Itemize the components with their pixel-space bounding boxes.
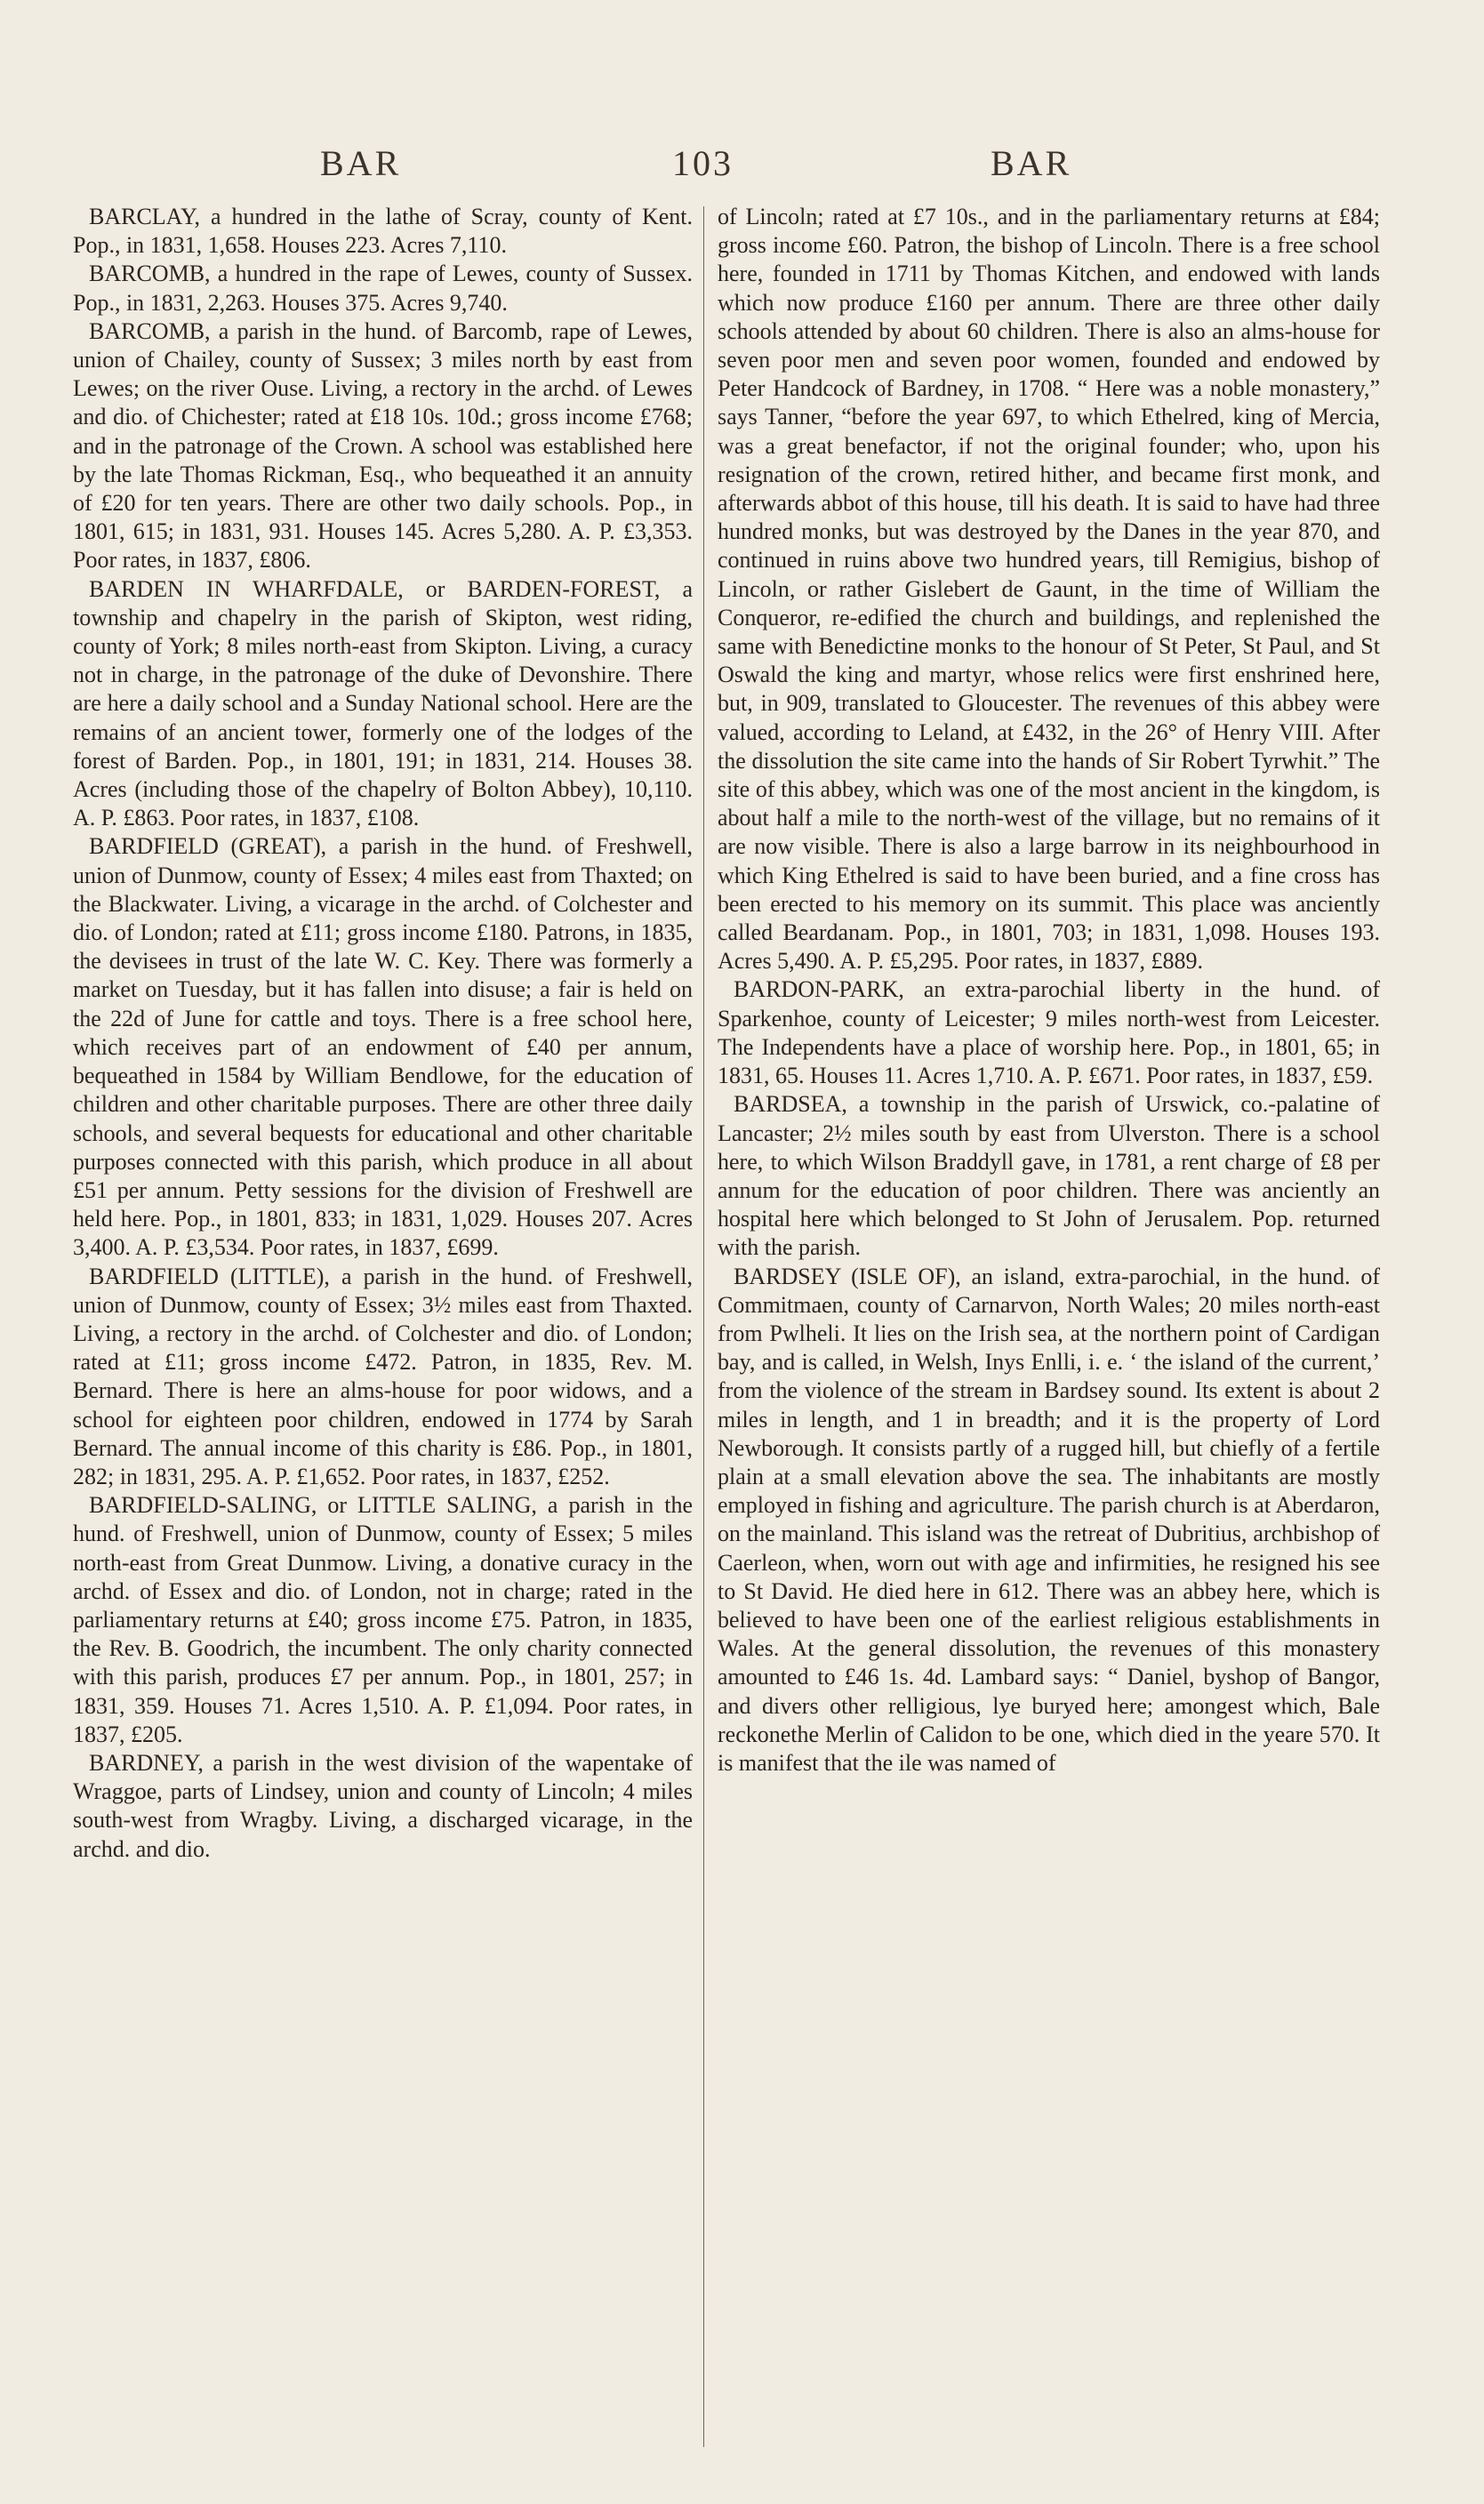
entry-bardfield-saling: BARDFIELD-SALING, or LITTLE SALING, a parish in the hund. of Freshwell, union of Dunmow, county of Essex; 5 miles north-east from Great Dunmow. Living, a donative curacy in the archd. of Essex and dio. of London, not in charge; rated in the parliamentary returns at £40; gross income £75. Patron, in 1835, the Rev. B. Goodrich, the incumbent. The only charity connected with this parish, produces £7 per annum. Pop., in 1801, 257; in 1831, 359. Houses 71. Acres 1,510. A. P. £1,094. Poor rates, in 1837, £205. <box>73 1492 693 1747</box>
entry-barcomb-parish: BARCOMB, a parish in the hund. of Barcomb, rape of Lewes, union of Chailey, county of Sussex; 3 miles north by east from Lewes; on the river Ouse. Living, a rectory in the archd. of Lewes and dio. of Chichester; rated at £18 10s. 10d.; gross income £768; and in the patronage of the Crown. A school was established here by the late Thomas Rickman, Esq., who bequeathed it an annuity of £20 for ten years. There are other two daily schools. Pop., in 1801, 615; in 1831, 931. Houses 145. Acres 5,280. A. P. £3,353. Poor rates, in 1837, £806. <box>73 317 693 574</box>
column-divider <box>703 206 704 2447</box>
right-column <box>718 203 1380 1778</box>
page-number: 103 <box>672 143 734 183</box>
entry-bardney-continued: of Lincoln; rated at £7 10s., and in the parliamentary returns at £84; gross income £60. Patron, the bishop of Lincoln. There is a free school here, founded in 1711 by Thomas Kitchen, and endowed with lands which now produce £160 per annum. There are three other daily schools attended by about 60 children. There is also an alms-house for seven poor men and seven poor women, founded and endowed by Peter Handcock of Bardney, in 1708. “ Here was a noble monastery,” says Tanner, “before the year 697, to which Ethelred, king of Mercia, was a great benefactor, if not the original founder; who, upon his resignation of the crown, retired hither, and became first monk, and afterwards abbot of this house, till his death. It is said to have had three hundred monks, but was destroyed by the Danes in the year 870, and continued in ruins above two hundred years, till Remigius, bishop of Lincoln, or rather Gislebert de Gaunt, in the time of William the Conqueror, re-edified the church and buildings, and replenished the same with Benedictine monks to the honour of St Peter, St Paul, and St Oswald the king and martyr, whose relics were first enshrined here, but, in 909, translated to Gloucester. The revenues of this abbey were valued, according to Leland, at £432, in the 26° of Henry VIII. After the dissolution the site came into the hands of Sir Robert Tyrwhit.” The site of this abbey, which was one of the most ancient in the kingdom, is about half a mile to the north-west of the village, but no remains of it are now visible. There is also a large barrow in its neighbourhood in which King Ethelred is said to have been buried, and a fine cross has been erected to his memory on its summit. This place was anciently called Beardanam. Pop., in 1801, 703; in 1831, 1,098. Houses 193. Acres 5,490. A. P. £5,295. Poor rates, in 1837, £889. <box>718 204 1380 975</box>
entry-bardon-park: BARDON-PARK, an extra-parochial liberty in the hund. of Sparkenhoe, county of Leicester; 9 miles north-west from Leicester. The Independents have a place of worship here. Pop., in 1801, 65; in 1831, 65. Houses 11. Acres 1,710. A. P. £671. Poor rates, in 1837, £59. <box>718 976 1380 1089</box>
header-right-catchword: BAR <box>991 143 1072 183</box>
entry-bardfield-great: BARDFIELD (GREAT), a parish in the hund. of Freshwell, union of Dunmow, county of Essex; 4 miles east from Thaxted; on the Blackwater. Living, a vicarage in the archd. of Colchester and dio. of London; rated at £11; gross income £180. Patrons, in 1835, the devisees in trust of the late W. C. Key. There was formerly a market on Tuesday, but it has fallen into disuse; a fair is held on the 22d of June for cattle and toys. There is a free school here, which receives part of an endowment of £40 per annum, bequeathed in 1584 by William Bendlowe, for the education of children and other charitable purposes. There are other three daily schools, and several bequests for educational and other charitable purposes connected with this parish, which produce in all about £51 per annum. Petty sessions for the division of Freshwell are held here. Pop., in 1801, 833; in 1831, 1,029. Houses 207. Acres 3,400. A. P. £3,534. Poor rates, in 1837, £699. <box>73 833 693 1261</box>
entry-bardfield-little: BARDFIELD (LITTLE), a parish in the hund. of Freshwell, union of Dunmow, county of Essex; 3½ miles east from Thaxted. Living, a rectory in the archd. of Colchester and dio. of London; rated at £11; gross income £472. Patron, in 1835, Rev. M. Bernard. There is here an alms-house for poor widows, and a school for eighteen poor children, endowed in 1774 by Sarah Bernard. The annual income of this charity is £86. Pop., in 1801, 282; in 1831, 295. A. P. £1,652. Poor rates, in 1837, £252. <box>73 1263 693 1489</box>
entry-barcomb-hundred: BARCOMB, a hundred in the rape of Lewes, county of Sussex. Pop., in 1831, 2,263. Houses 375. Acres 9,740. <box>73 261 693 316</box>
header-left-catchword: BAR <box>320 143 402 183</box>
entry-bardsea: BARDSEA, a township in the parish of Urswick, co.-palatine of Lancaster; 2½ miles south by east from Ulverston. There is a school here, to which Wilson Braddyll gave, in 1781, a rent charge of £8 per annum for the education of poor children. There was anciently an hospital here which belonged to St John of Jerusalem. Pop. returned with the parish. <box>718 1091 1380 1261</box>
entry-bardsey-isle: BARDSEY (ISLE OF), an island, extra-parochial, in the hund. of Commitmaen, county of Carnarvon, North Wales; 20 miles north-east from Pwlheli. It lies on the Irish sea, at the northern point of Cardigan bay, and is called, in Welsh, Inys Enlli, i. e. ‘ the island of the current,’ from the violence of the stream in Bardsey sound. Its extent is about 2 miles in length, and 1 in breadth; and it is the property of Lord Newborough. It consists partly of a rugged hill, but chiefly of a fertile plain at a small elevation above the sea. The inhabitants are mostly employed in fishing and agriculture. The parish church is at Aberdaron, on the mainland. This island was the retreat of Dubritius, archbishop of Caerleon, when, worn out with age and infirmities, he resigned his see to St David. He died here in 612. There was an abbey here, which is believed to have been one of the earliest religious establishments in Wales. At the general dissolution, the revenues of this monastery amounted to £46 1s. 4d. Lambard says: “ Daniel, byshop of Bangor, and divers other relligious, lye buryed here; amongest which, Bale reckonethe Merlin of Calidon to be one, which died in the yeare 570. It is manifest that the ile was named of <box>718 1263 1380 1776</box>
entry-barclay: BARCLAY, a hundred in the lathe of Scray, county of Kent. Pop., in 1831, 1,658. Houses 223. Acres 7,110. <box>73 204 693 259</box>
left-column <box>73 203 693 1864</box>
entry-barden-in-wharfdale: BARDEN IN WHARFDALE, or BARDEN-FOREST, a township and chapelry in the parish of Skipton, west riding, county of York; 8 miles north-east from Skipton. Living, a curacy not in charge, in the patronage of the duke of Devonshire. There are here a daily school and a Sunday National school. Here are the remains of an ancient tower, formerly one of the lodges of the forest of Barden. Pop., in 1801, 191; in 1831, 214. Houses 38. Acres (including those of the chapelry of Bolton Abbey), 10,110. A. P. £863. Poor rates, in 1837, £108. <box>73 575 693 831</box>
running-header <box>0 142 1484 196</box>
entry-bardney: BARDNEY, a parish in the west division of the wapentake of Wraggoe, parts of Lindsey, union and county of Lincoln; 4 miles south-west from Wragby. Living, a discharged vicarage, in the archd. and dio. <box>73 1749 693 1862</box>
